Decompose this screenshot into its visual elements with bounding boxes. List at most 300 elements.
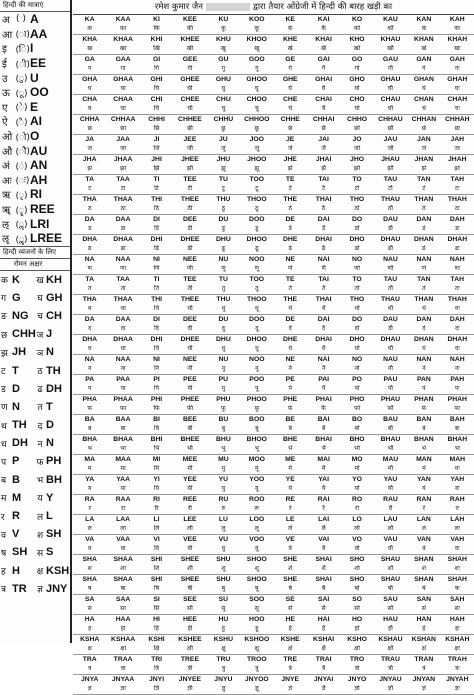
consonant-roman: DH <box>12 437 34 449</box>
syllable-roman: NO <box>340 255 373 265</box>
syllable-devanagari: थि <box>140 305 173 316</box>
syllable-roman: GOO <box>240 55 273 65</box>
syllable-roman: GAI <box>307 55 340 65</box>
syllable-roman: NE <box>274 355 307 365</box>
syllable-roman: SHEE <box>173 575 206 585</box>
syllable-roman: VO <box>340 535 373 545</box>
syllable-devanagari: डि <box>140 225 173 236</box>
consonant-row <box>0 398 70 416</box>
vowel-row <box>0 187 70 202</box>
syllable-roman: GHI <box>140 75 173 85</box>
title-prefix: रमेश कुमार जैन <box>155 2 203 12</box>
syllable-devanagari: ढा <box>106 245 139 256</box>
syllable-devanagari: वा <box>106 545 139 556</box>
syllable-roman: JNYI <box>140 675 173 685</box>
syllable-devanagari: शौ <box>374 565 407 576</box>
syllable-roman: BHU <box>207 435 240 445</box>
syllable-devanagari: झा <box>106 165 139 176</box>
consonant-roman: CH <box>46 310 62 322</box>
syllable-roman: TO <box>340 275 373 285</box>
syllable-devanagari: त्रै <box>307 665 340 676</box>
vowel-roman: I <box>30 41 33 55</box>
syllable-roman: KE <box>274 15 307 25</box>
syllable-grid <box>73 15 474 695</box>
consonant-devanagari: ल <box>34 510 46 523</box>
syllable-roman: CHHEE <box>173 115 206 125</box>
syllable-devanagari: डः <box>441 225 474 236</box>
syllable-roman: CHHE <box>274 115 307 125</box>
syllable-roman: DHE <box>274 335 307 345</box>
syllable-roman: CHAI <box>307 95 340 105</box>
syllable-devanagari: लौ <box>374 525 407 536</box>
syllable-roman: JHEE <box>173 155 206 165</box>
syllable-devanagari: षा <box>106 585 139 596</box>
syllable-devanagari: वि <box>140 545 173 556</box>
syllable-roman: THAN <box>407 195 440 205</box>
syllable-roman: DO <box>340 215 373 225</box>
syllable-roman: HA <box>73 615 106 625</box>
syllable-devanagari: दा <box>106 325 139 336</box>
syllable-roman: TI <box>140 275 173 285</box>
syllable-roman: NAU <box>374 355 407 365</box>
syllable-roman: JHU <box>207 155 240 165</box>
syllable-roman: LOO <box>240 515 273 525</box>
syllable-devanagari: ज्ञ <box>73 685 106 695</box>
syllable-roman: DEE <box>173 315 206 325</box>
syllable-roman: VAH <box>441 535 474 545</box>
syllable-roman: BAN <box>407 415 440 425</box>
syllable-devanagari: तं <box>407 285 440 296</box>
syllable-roman: MAA <box>106 455 139 465</box>
syllable-roman: PHAN <box>407 395 440 405</box>
syllable-devanagari: ज्ञि <box>140 685 173 695</box>
consonant-roman: N <box>46 346 54 358</box>
syllable-roman: RE <box>274 495 307 505</box>
vowel-devanagari: अं <box>2 158 16 172</box>
syllable-devanagari: डी <box>173 225 206 236</box>
syllable-roman: TAH <box>441 175 474 185</box>
consonant-devanagari: क्ष <box>34 564 46 577</box>
syllable-roman: LI <box>140 515 173 525</box>
syllable-roman: JHI <box>140 155 173 165</box>
syllable-roman: DHEE <box>173 335 206 345</box>
syllable-roman: KSHO <box>340 635 373 645</box>
syllable-roman: NAU <box>374 255 407 265</box>
syllable-roman: JAN <box>407 135 440 145</box>
syllable-devanagari: त्रू <box>240 665 273 676</box>
syllable-roman: TE <box>274 175 307 185</box>
syllable-devanagari: क्षि <box>140 645 173 656</box>
syllable-roman: VU <box>207 535 240 545</box>
consonant-row <box>0 580 70 598</box>
syllable-roman: SHE <box>274 575 307 585</box>
consonant-roman: BH <box>46 474 62 486</box>
syllable-roman: DEE <box>173 215 206 225</box>
syllable-roman: RAN <box>407 495 440 505</box>
syllable-devanagari: धी <box>173 345 206 356</box>
syllable-roman: PHI <box>140 395 173 405</box>
syllable-devanagari: शं <box>407 565 440 576</box>
syllable-roman: MI <box>140 455 173 465</box>
syllable-roman: SHE <box>274 555 307 565</box>
syllable-roman: DAA <box>106 215 139 225</box>
consonant-row <box>0 452 70 470</box>
syllable-devanagari: षौ <box>374 585 407 596</box>
vowel-devanagari: ए <box>2 100 16 114</box>
syllable-devanagari: दौ <box>374 325 407 336</box>
syllable-roman: NE <box>274 255 307 265</box>
syllable-devanagari: खः <box>441 45 474 56</box>
syllable-devanagari: छौ <box>374 125 407 136</box>
syllable-roman: VI <box>140 535 173 545</box>
syllable-devanagari: व <box>73 545 106 556</box>
syllable-roman: GAA <box>106 55 139 65</box>
syllable-devanagari: हा <box>106 625 139 636</box>
syllable-devanagari: ढो <box>340 245 373 256</box>
syllable-roman: THEE <box>173 195 206 205</box>
syllable-roman: PAH <box>441 375 474 385</box>
consonant-row <box>0 434 70 452</box>
syllable-roman: CHO <box>340 95 373 105</box>
syllable-roman: DHI <box>140 335 173 345</box>
syllable-devanagari: हु <box>207 625 240 636</box>
consonant-roman: JNY <box>46 583 67 595</box>
syllable-devanagari: फः <box>441 405 474 416</box>
consonant-devanagari: ध <box>1 437 12 450</box>
consonant-devanagari: ङ <box>1 309 12 322</box>
syllable-devanagari: तो <box>340 285 373 296</box>
syllable-roman: JNYO <box>340 675 373 685</box>
syllable-devanagari: मै <box>307 465 340 476</box>
syllable-devanagari: ठू <box>240 205 273 216</box>
syllable-roman: DHEE <box>173 235 206 245</box>
vowel-row <box>0 114 70 129</box>
syllable-roman: TI <box>140 175 173 185</box>
syllable-roman: CHA <box>73 95 106 105</box>
vowel-devanagari: अः <box>2 173 16 187</box>
syllable-roman: JO <box>340 135 373 145</box>
syllable-roman: LU <box>207 515 240 525</box>
syllable-roman: TRI <box>140 655 173 665</box>
syllable-devanagari: बु <box>207 425 240 436</box>
syllable-roman: JNYAH <box>441 675 474 685</box>
syllable-roman: NOO <box>240 255 273 265</box>
syllable-devanagari: टि <box>140 185 173 196</box>
syllable-devanagari: चै <box>307 105 340 116</box>
syllable-roman: TU <box>207 175 240 185</box>
syllable-roman: SHOO <box>240 555 273 565</box>
syllable-devanagari: ठं <box>407 205 440 216</box>
syllable-devanagari: क्षो <box>340 645 373 656</box>
syllable-devanagari: घु <box>207 85 240 96</box>
consonant-roman: SH <box>46 528 61 540</box>
syllable-devanagari: धू <box>240 345 273 356</box>
syllable-roman: TO <box>340 175 373 185</box>
consonant-roman: J <box>46 328 52 340</box>
syllable-devanagari: थौ <box>374 305 407 316</box>
consonant-devanagari: थ <box>1 419 12 432</box>
syllable-devanagari: ज्ञो <box>340 685 373 695</box>
syllable-roman: DA <box>73 215 106 225</box>
syllable-roman: SHO <box>340 555 373 565</box>
syllable-devanagari: डा <box>106 225 139 236</box>
syllable-roman: TAU <box>374 275 407 285</box>
syllable-roman: CHAU <box>374 95 407 105</box>
vowel-devanagari: आ <box>2 27 16 41</box>
syllable-roman: THOO <box>240 295 273 305</box>
syllable-roman: HAA <box>106 615 139 625</box>
syllable-devanagari: पा <box>106 385 139 396</box>
syllable-roman: BOO <box>240 415 273 425</box>
syllable-roman: NA <box>73 255 106 265</box>
syllable-roman: KAU <box>374 15 407 25</box>
syllable-devanagari: पै <box>307 385 340 396</box>
syllable-devanagari: ढू <box>240 245 273 256</box>
syllable-devanagari: जो <box>340 145 373 156</box>
syllable-roman: SHOO <box>240 575 273 585</box>
consonant-roman: P <box>12 455 34 467</box>
syllable-roman: GAN <box>407 55 440 65</box>
syllable-devanagari: जू <box>240 145 273 156</box>
syllable-roman: SO <box>340 595 373 605</box>
syllable-devanagari: खो <box>340 45 373 56</box>
vowel-row <box>0 158 70 173</box>
consonant-devanagari: ह <box>1 564 12 577</box>
syllable-roman: MA <box>73 455 106 465</box>
syllable-devanagari: भो <box>340 445 373 456</box>
syllable-roman: THU <box>207 195 240 205</box>
syllable-devanagari: टू <box>240 185 273 196</box>
syllable-devanagari: यू <box>240 485 273 496</box>
syllable-devanagari: त्रो <box>340 665 373 676</box>
syllable-devanagari: वो <box>340 545 373 556</box>
syllable-roman: SHI <box>140 555 173 565</box>
syllable-roman: DAI <box>307 215 340 225</box>
syllable-roman: NU <box>207 355 240 365</box>
syllable-roman: HAH <box>441 615 474 625</box>
syllable-devanagari: झो <box>340 165 373 176</box>
syllable-devanagari: तः <box>441 285 474 296</box>
syllable-roman: JHAU <box>374 155 407 165</box>
syllable-devanagari: झौ <box>374 165 407 176</box>
syllable-roman: JNYAN <box>407 675 440 685</box>
vowel-row <box>0 173 70 188</box>
syllable-devanagari: फू <box>240 405 273 416</box>
syllable-roman: JNYOO <box>240 675 273 685</box>
syllable-roman: THI <box>140 295 173 305</box>
consonant-devanagari: ष <box>1 546 12 559</box>
syllable-devanagari: लः <box>441 525 474 536</box>
matra-sign: (ा) <box>16 27 30 40</box>
syllable-devanagari: ट <box>73 185 106 196</box>
syllable-roman: SHAI <box>307 575 340 585</box>
matra-sign: (ु) <box>16 71 30 84</box>
matra-sign: ( ) <box>16 14 30 24</box>
syllable-devanagari: चा <box>106 105 139 116</box>
syllable-devanagari: यः <box>441 485 474 496</box>
syllable-devanagari: धि <box>140 345 173 356</box>
syllable-devanagari: गा <box>106 65 139 76</box>
syllable-devanagari: ख <box>73 45 106 56</box>
syllable-roman: THU <box>207 295 240 305</box>
syllable-devanagari: रू <box>240 505 273 516</box>
syllable-devanagari: से <box>274 605 307 616</box>
syllable-devanagari: र <box>73 505 106 516</box>
syllable-roman: RAH <box>441 495 474 505</box>
consonant-row <box>0 416 70 434</box>
syllable-devanagari: वै <box>307 545 340 556</box>
syllable-devanagari: गू <box>240 65 273 76</box>
syllable-roman: NEE <box>173 255 206 265</box>
consonant-devanagari: छ <box>1 328 12 341</box>
syllable-roman: BHEE <box>173 435 206 445</box>
consonant-devanagari: ट <box>1 364 12 377</box>
syllable-devanagari: ब <box>73 425 106 436</box>
syllable-devanagari: तौ <box>374 285 407 296</box>
syllable-devanagari: गो <box>340 65 373 76</box>
consonant-row <box>0 289 70 307</box>
syllable-devanagari: षु <box>207 585 240 596</box>
syllable-devanagari: घी <box>173 85 206 96</box>
consonant-row <box>0 343 70 361</box>
matra-sign: (ॢ) <box>16 217 30 230</box>
syllable-roman: PHO <box>340 395 373 405</box>
syllable-devanagari: छि <box>140 125 173 136</box>
syllable-devanagari: वः <box>441 545 474 556</box>
syllable-devanagari: षू <box>240 585 273 596</box>
vowel-devanagari: ऋ <box>2 187 16 201</box>
syllable-devanagari: दू <box>240 325 273 336</box>
syllable-roman: DHO <box>340 235 373 245</box>
syllable-devanagari: सु <box>207 605 240 616</box>
syllable-roman: THAU <box>374 295 407 305</box>
syllable-roman: SEE <box>173 595 206 605</box>
syllable-roman: DHAU <box>374 235 407 245</box>
syllable-devanagari: वे <box>274 545 307 556</box>
consonant-devanagari: र <box>1 510 12 523</box>
syllable-devanagari: टः <box>441 185 474 196</box>
syllable-roman: JNYA <box>73 675 106 685</box>
syllable-devanagari: ना <box>106 365 139 376</box>
syllable-roman: YOO <box>240 475 273 485</box>
syllable-roman: DHI <box>140 235 173 245</box>
syllable-roman: CHHAN <box>407 115 440 125</box>
syllable-devanagari: जः <box>441 145 474 156</box>
syllable-devanagari: टं <box>407 185 440 196</box>
syllable-roman: GHAA <box>106 75 139 85</box>
syllable-devanagari: रः <box>441 505 474 516</box>
syllable-roman: TRU <box>207 655 240 665</box>
syllable-devanagari: हे <box>274 625 307 636</box>
syllable-roman: TAN <box>407 175 440 185</box>
syllable-roman: DHOO <box>240 335 273 345</box>
syllable-roman: PHA <box>73 395 106 405</box>
syllable-roman: KHEE <box>173 35 206 45</box>
syllable-roman: JEE <box>173 135 206 145</box>
consonant-roman: M <box>12 492 34 504</box>
syllable-roman: JAA <box>106 135 139 145</box>
syllable-devanagari: वु <box>207 545 240 556</box>
syllable-devanagari: डौ <box>374 225 407 236</box>
syllable-roman: SHAN <box>407 575 440 585</box>
syllable-roman: THI <box>140 195 173 205</box>
syllable-roman: PHAH <box>441 395 474 405</box>
syllable-devanagari: मो <box>340 465 373 476</box>
syllable-devanagari: फौ <box>374 405 407 416</box>
syllable-devanagari: यि <box>140 485 173 496</box>
syllable-devanagari: धै <box>307 345 340 356</box>
matra-sign: (ी) <box>16 57 30 70</box>
consonant-devanagari: य <box>34 491 46 504</box>
syllable-roman: GI <box>140 55 173 65</box>
syllable-devanagari: णि <box>140 265 173 276</box>
syllable-devanagari: चौ <box>374 105 407 116</box>
syllable-devanagari: ल <box>73 525 106 536</box>
syllable-devanagari: कै <box>307 25 340 36</box>
syllable-devanagari: नू <box>240 365 273 376</box>
syllable-roman: CHHAU <box>374 115 407 125</box>
consonant-devanagari: ड <box>1 382 12 395</box>
syllable-roman: SHAH <box>441 575 474 585</box>
syllable-roman: NAI <box>307 355 340 365</box>
syllable-roman: DE <box>274 215 307 225</box>
syllable-roman: CHHI <box>140 115 173 125</box>
vowel-roman: REE <box>30 202 55 216</box>
consonant-header-2: रोमन अक्षर <box>0 259 70 271</box>
vowel-devanagari: उ <box>2 71 16 85</box>
syllable-devanagari: धं <box>407 345 440 356</box>
syllable-roman: KHAA <box>106 35 139 45</box>
syllable-roman: GO <box>340 55 373 65</box>
syllable-devanagari: डु <box>207 225 240 236</box>
consonant-devanagari: द <box>34 419 46 432</box>
syllable-roman: LAA <box>106 515 139 525</box>
syllable-roman: NA <box>73 355 106 365</box>
consonant-row <box>0 325 70 343</box>
syllable-devanagari: षो <box>340 585 373 596</box>
syllable-devanagari: णो <box>340 265 373 276</box>
syllable-devanagari: सै <box>307 605 340 616</box>
matra-sign: (ः) <box>16 173 30 186</box>
syllable-roman: NEE <box>173 355 206 365</box>
syllable-roman: VEE <box>173 535 206 545</box>
syllable-roman: RI <box>140 495 173 505</box>
syllable-roman: KSHU <box>207 635 240 645</box>
syllable-devanagari: कि <box>140 25 173 36</box>
syllable-devanagari: क्षं <box>407 645 440 656</box>
syllable-roman: THEE <box>173 295 206 305</box>
syllable-devanagari: गः <box>441 65 474 76</box>
vowel-roman: U <box>30 71 39 85</box>
syllable-devanagari: दी <box>173 325 206 336</box>
syllable-devanagari: थू <box>240 305 273 316</box>
syllable-devanagari: ढी <box>173 245 206 256</box>
syllable-roman: PA <box>73 375 106 385</box>
syllable-roman: TRAH <box>441 655 474 665</box>
consonant-roman: R <box>12 510 34 522</box>
syllable-roman: NI <box>140 355 173 365</box>
syllable-roman: SAA <box>106 595 139 605</box>
syllable-roman: REE <box>173 495 206 505</box>
syllable-devanagari: ज्ञः <box>441 685 474 695</box>
syllable-roman: BHA <box>73 435 106 445</box>
syllable-devanagari: बं <box>407 425 440 436</box>
syllable-devanagari: त्रु <box>207 665 240 676</box>
vowel-devanagari: ऐ <box>2 114 16 128</box>
syllable-devanagari: हं <box>407 625 440 636</box>
syllable-devanagari: शू <box>240 565 273 576</box>
consonant-devanagari: ब <box>1 473 12 486</box>
